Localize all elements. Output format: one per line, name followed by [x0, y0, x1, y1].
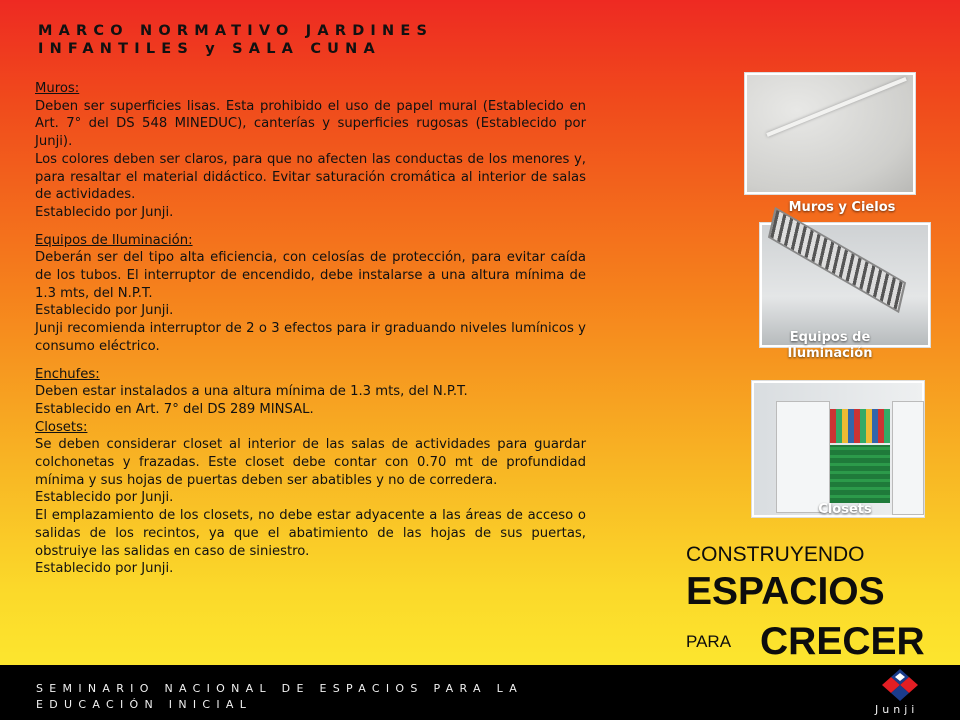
closets-paragraph-2: Establecido por Junji.: [35, 490, 174, 506]
junji-logo-icon: [880, 668, 920, 704]
iluminacion-paragraph-3: Junji recomienda interruptor de 2 o 3 efectos para ir graduando niveles lumínicos y consumo eléctrico.: [35, 321, 586, 354]
muros-paragraph-2: Los colores deben ser claros, para que no afecten las conductas de los menores y, para resaltar el material didáctico. Evitar saturación cromática al interior de salas de actividades.: [35, 151, 586, 203]
caption-closets: Closets: [818, 502, 872, 517]
muros-heading: Muros:: [35, 81, 80, 96]
muros-paragraph-3: Establecido por Junji.: [35, 204, 174, 220]
logo-text: Junji: [875, 703, 919, 716]
section-muros: [35, 80, 586, 222]
iluminacion-heading: Equipos de Iluminación:: [35, 232, 193, 248]
enchufes-paragraph-2: Establecido en Art. 7° del DS 289 MINSAL.: [35, 401, 314, 417]
iluminacion-paragraph-2: Establecido por Junji.: [35, 303, 174, 319]
slogan-construyendo: CONSTRUYENDO: [686, 543, 865, 566]
footer-bar: [0, 665, 960, 720]
closets-heading: Closets:: [35, 419, 88, 435]
enchufes-heading: Enchufes:: [35, 366, 100, 382]
page-title: MARCO NORMATIVO JARDINES INFANTILES y SALA CUNA: [38, 23, 434, 57]
closet-image: [754, 383, 922, 515]
enchufes-paragraph-1: Deben estar instalados a una altura mínima de 1.3 mts, del N.P.T.: [35, 384, 468, 400]
lamp-image: [762, 225, 928, 345]
closets-paragraph-3: El emplazamiento de los closets, no debe estar adyacente a las áreas de acceso o salidas de los recintos, ya que el abatimiento de las hojas de sus puertas, obstruiye las salidas en caso de siniestro.: [35, 508, 586, 559]
caption-iluminacion: Equipos de Iluminación: [787, 330, 873, 361]
iluminacion-paragraph-1: Deberán ser del tipo alta eficiencia, con celosías de protección, para evitar caída de los tubos. El interruptor de encendido, debe instalarse a una altura mínima de 1.3 mts, del N.P.T.: [35, 250, 586, 301]
slogan-crecer: CRECER: [760, 620, 925, 663]
footer-text: SEMINARIO NACIONAL DE ESPACIOS PARA LA EDUCACIÓN INICIAL: [36, 682, 524, 711]
caption-muros: Muros y Cielos: [788, 200, 896, 215]
main-content: [35, 80, 586, 578]
photo-closets: [751, 380, 925, 518]
closets-paragraph-1: Se deben considerar closet al interior de las salas de actividades para guardar colchonetas y frazadas. Este closet debe contar con 0.70 mt de profundidad mínima y sus hojas de puertas deben ser abatibles y no de corredera.: [35, 437, 586, 488]
section-closets: [35, 419, 586, 578]
photo-muros: [744, 72, 916, 195]
wall-image: [747, 75, 913, 192]
section-iluminacion: [35, 232, 586, 356]
section-enchufes: [35, 366, 586, 419]
slogan-espacios: ESPACIOS: [686, 570, 885, 613]
muros-paragraph-1: Deben ser superficies lisas. Esta prohibido el uso de papel mural (Establecido en Art. 7° del DS 548 MINEDUC), canterías y superficies rugosas (Establecido por Junji).: [35, 98, 586, 150]
slogan-para: PARA: [686, 632, 732, 651]
closets-paragraph-4: Establecido por Junji.: [35, 561, 174, 577]
